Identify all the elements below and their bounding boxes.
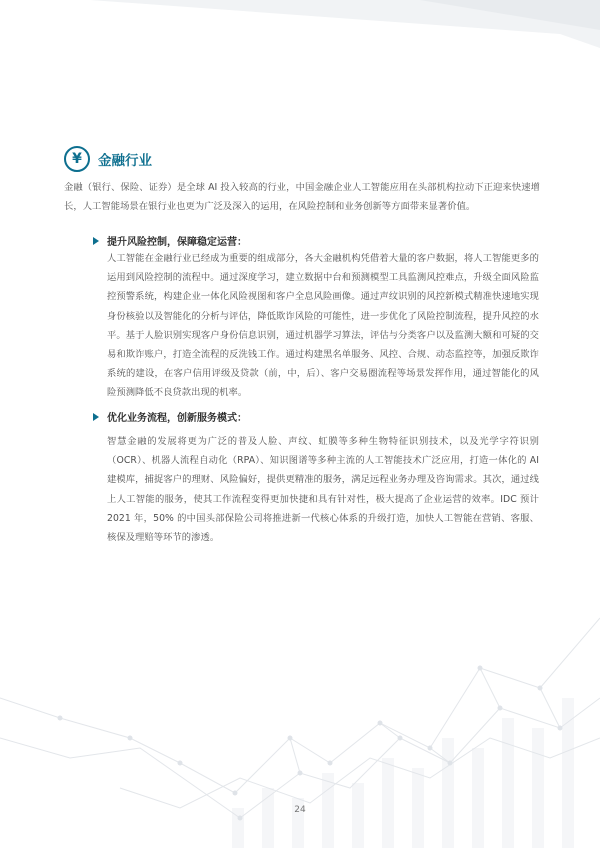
subsection-heading-text: 优化业务流程，创新服务模式：: [107, 413, 247, 424]
subsection-heading-business-process: [93, 409, 247, 424]
triangle-bullet-icon: [93, 237, 99, 245]
corner-decoration: [0, 0, 600, 70]
page-number: 24: [294, 805, 306, 815]
subsection-heading-text: 提升风险控制，保障稳定运营：: [107, 237, 247, 248]
triangle-bullet-icon: [93, 413, 99, 421]
subsection-body-risk-control: 人工智能在金融行业已经成为重要的组成部分，各大金融机构凭借着大量的客户数据，将人工智能更多的运用到风险控制的流程中。通过深度学习，建立数据中台和预测模型工具监测风控难点，升级全面风险监控预警系统，构建企业一体化风险视图和客户全息风险画像。通过声纹识别的风控新模式精准快速地实现身份核验以及智能化的分析与评估，降低欺诈风险的可能性，进一步优化了风险控制流程，提升风控的水平。基于人脸识别实现客户身份信息识别，通过机器学习算法，评估与分类客户以及监测大额和可疑的交易和欺诈账户，打造全流程的反洗钱工作。通过构建黑名单服务、风控、合规、动态监控等，加强反欺诈系统的建设，在客户信用评级及贷款（前，中，后）、客户交易圈流程等场景发挥作用，通过智能化的风险预测降低不良贷款出现的机率。: [107, 253, 539, 399]
section-title: 金融行业: [98, 153, 152, 169]
subsection-heading-risk-control: [93, 233, 247, 248]
section-header: [64, 144, 152, 174]
subsection-body-business-process: 智慧金融的发展将更为广泛的普及人脸、声纹、虹膜等多种生物特征识别技术，以及光学字符识别（OCR）、机器人流程自动化（RPA）、知识图谱等多种主流的人工智能技术广泛应用，打造一体化的 AI 建模库，捕捉客户的理财、风险偏好，提供更精准的服务，满足远程业务办理及咨询需求。其次，通过线上人工智能的服务，使其工作流程变得更加快捷和具有针对性，极大提高了企业运营的效率。IDC 预计 2021 年，50% 的中国头部保险公司将推进新一代核心体系的升级打造，加快人工智能在营销、客服、核保及理赔等环节的渗透。: [107, 436, 539, 544]
intro-paragraph: 金融（银行、保险、证券）是全球 AI 投入较高的行业，中国金融企业人工智能应用在头部机构拉动下正迎来快速增长，人工智能场景在银行业也更为广泛及深入的运用，在风险控制和业务创新等方面带来显著价值。: [64, 182, 540, 213]
yen-coin-icon: ¥: [64, 146, 90, 172]
